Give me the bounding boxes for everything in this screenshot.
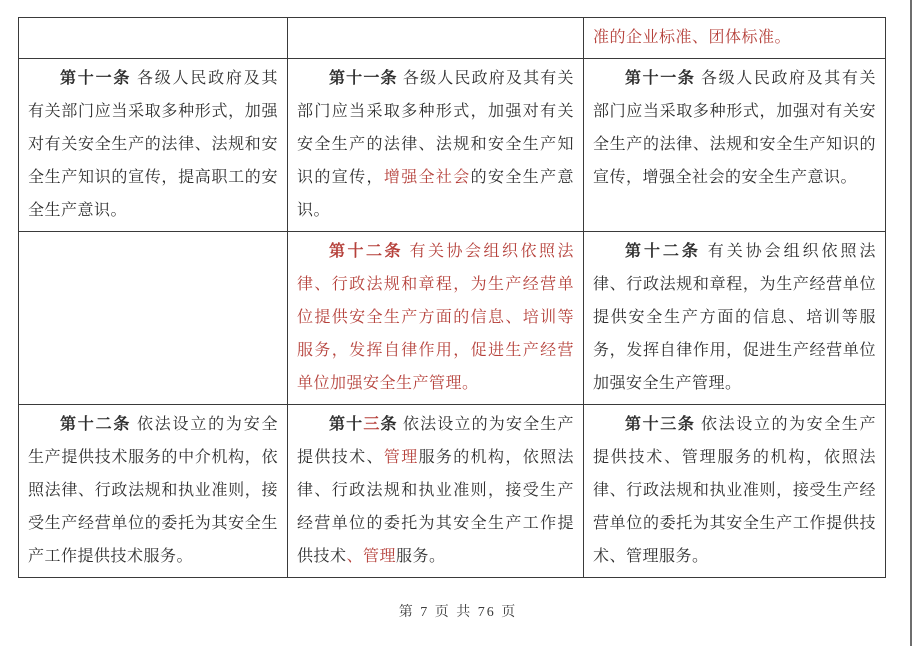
law-text: 服务。	[396, 548, 446, 565]
table-cell	[19, 232, 288, 405]
law-text: 服务的机构，依照法律、行政法规和执业准则，接受生产经营单位的委托为其安全生产工作提供技术	[297, 449, 574, 565]
diff-text: 三	[363, 416, 381, 433]
diff-text: 有关协会组织依照法律、行政法规和章程，为生产经营单位提供安全生产方面的信息、培训等服务，发挥自律作用，促进生产经营单位加强安全生产管理。	[297, 243, 574, 392]
law-text: 依法设立的为安全生产提供技术、	[297, 416, 574, 466]
law-text: 依法设立的为安全生产提供技术服务的中介机构，依照法律、行政法规和执业准则，接受生产经营单位的委托为其安全生产工作提供技术服务。	[28, 416, 278, 565]
diff-text: 第十二条	[329, 243, 403, 260]
table-cell	[19, 18, 288, 59]
law-text: 第十三条	[625, 416, 696, 433]
table-cell	[19, 405, 288, 578]
table-row	[19, 18, 886, 59]
law-text: 第十二条	[60, 416, 132, 433]
law-text: 第十一条	[60, 70, 132, 87]
table-cell	[584, 405, 886, 578]
law-text: 依法设立的为安全生产提供技术、管理服务的机构，依照法律、行政法规和执业准则，接受生产经营单位的委托为其安全生产工作提供技术、管理服务。	[593, 416, 876, 565]
table-cell	[288, 59, 584, 232]
diff-text: 准的企业标准、团体标准。	[593, 29, 792, 46]
law-text: 各级人民政府及其有关部门应当采取多种形式，加强对有关安全生产的法律、法规和安全生产知识的宣传，提高职工的安全生产意识。	[28, 70, 278, 219]
diff-text: 、管理	[346, 548, 397, 565]
table-row	[19, 59, 886, 232]
page-number: 第 7 页 共 76 页	[398, 605, 518, 620]
table-row	[19, 405, 886, 578]
law-text: 有关协会组织依照法律、行政法规和章程，为生产经营单位提供安全生产方面的信息、培训等服务，发挥自律作用，促进生产经营单位加强安全生产管理。	[593, 243, 876, 392]
page-edge-divider	[910, 0, 912, 646]
law-text: 第十一条	[329, 70, 398, 87]
law-text: 各级人民政府及其有关部门应当采取多种形式，加强对有关安全生产的法律、法规和安全生产知识的宣传，	[297, 70, 574, 186]
table-row	[19, 232, 886, 405]
table-cell	[584, 18, 886, 59]
law-comparison-table	[18, 17, 886, 578]
law-text: 的安全生产意识。	[297, 169, 574, 219]
diff-text: 增强全社会	[383, 169, 471, 186]
law-text: 第十二条	[625, 243, 701, 260]
table-cell	[584, 232, 886, 405]
table-cell	[288, 232, 584, 405]
law-text: 条	[380, 416, 398, 433]
law-text: 第十一条	[625, 70, 696, 87]
law-text: 各级人民政府及其有关部门应当采取多种形式，加强对有关安全生产的法律、法规和安全生产知识的宣传，增强全社会的安全生产意识。	[593, 70, 876, 186]
law-text: 第十	[329, 416, 364, 433]
table-cell	[19, 59, 288, 232]
table-cell	[288, 405, 584, 578]
diff-text: 管理	[383, 449, 419, 466]
table-cell	[288, 18, 584, 59]
table-cell	[584, 59, 886, 232]
